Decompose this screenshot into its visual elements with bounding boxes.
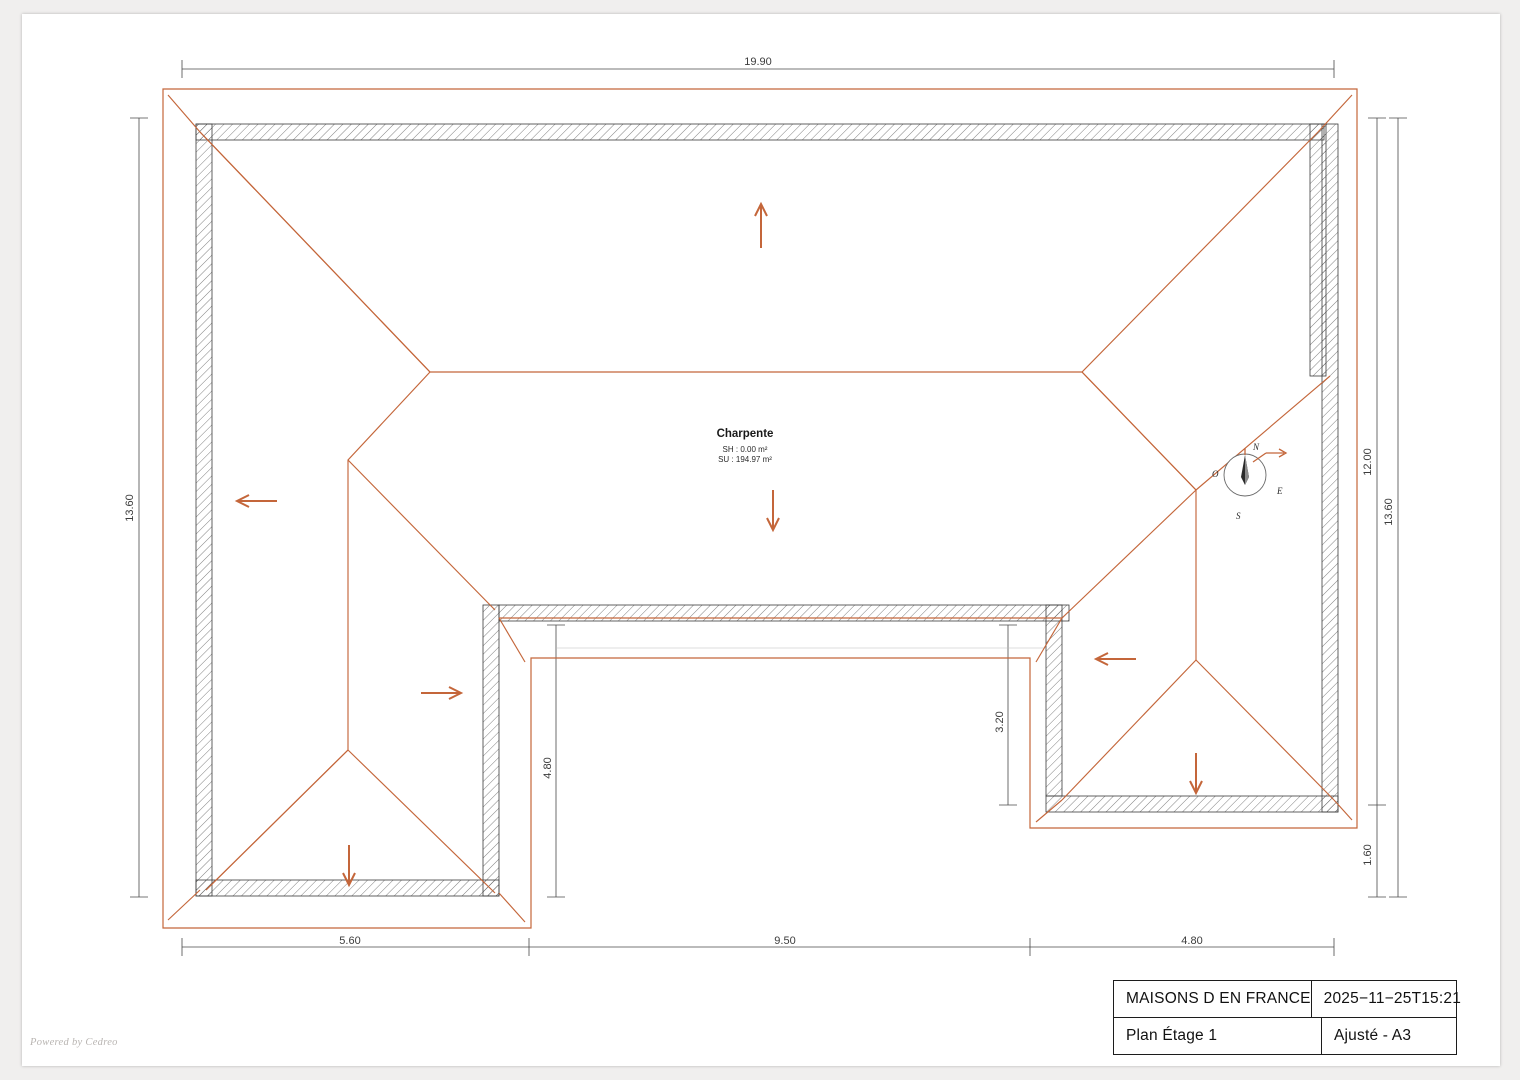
dim-top-overall: 19.90	[744, 56, 772, 68]
dim-interior-right: 3.20	[994, 711, 1006, 733]
dim-left-overall: 13.60	[124, 494, 136, 522]
dim-bottom-left: 5.60	[339, 935, 361, 947]
dim-bottom-right: 4.80	[1181, 935, 1203, 947]
title-block	[1113, 980, 1462, 1055]
company-name: MAISONS D EN FRANCE	[1114, 981, 1312, 1017]
room-title: Charpente	[716, 428, 774, 440]
compass-west-label: O	[1212, 469, 1219, 479]
plan-name: Plan Étage 1	[1114, 1018, 1322, 1055]
powered-by-label: Powered by Cedreo	[30, 1037, 118, 1048]
dim-right-outer: 12.00	[1362, 448, 1374, 476]
plan-datetime: 2025−11−25T15:21	[1323, 989, 1462, 1007]
dim-right-small: 1.60	[1362, 844, 1374, 866]
room-su: SU : 194.97 m²	[718, 455, 772, 464]
plan-format: Ajusté - A3	[1334, 1026, 1412, 1044]
room-sh: SH : 0.00 m²	[722, 445, 768, 454]
title-block-row-top	[1114, 981, 1462, 1018]
compass-south-label: S	[1236, 511, 1241, 521]
compass-east-label: E	[1277, 486, 1283, 496]
title-block-row-bottom	[1114, 1018, 1456, 1055]
dim-right-inner: 13.60	[1383, 498, 1395, 526]
drawing-sheet	[22, 14, 1500, 1066]
compass-north-label: N	[1253, 442, 1260, 452]
dim-interior-left: 4.80	[542, 757, 554, 779]
dim-bottom-mid: 9.50	[774, 935, 796, 947]
